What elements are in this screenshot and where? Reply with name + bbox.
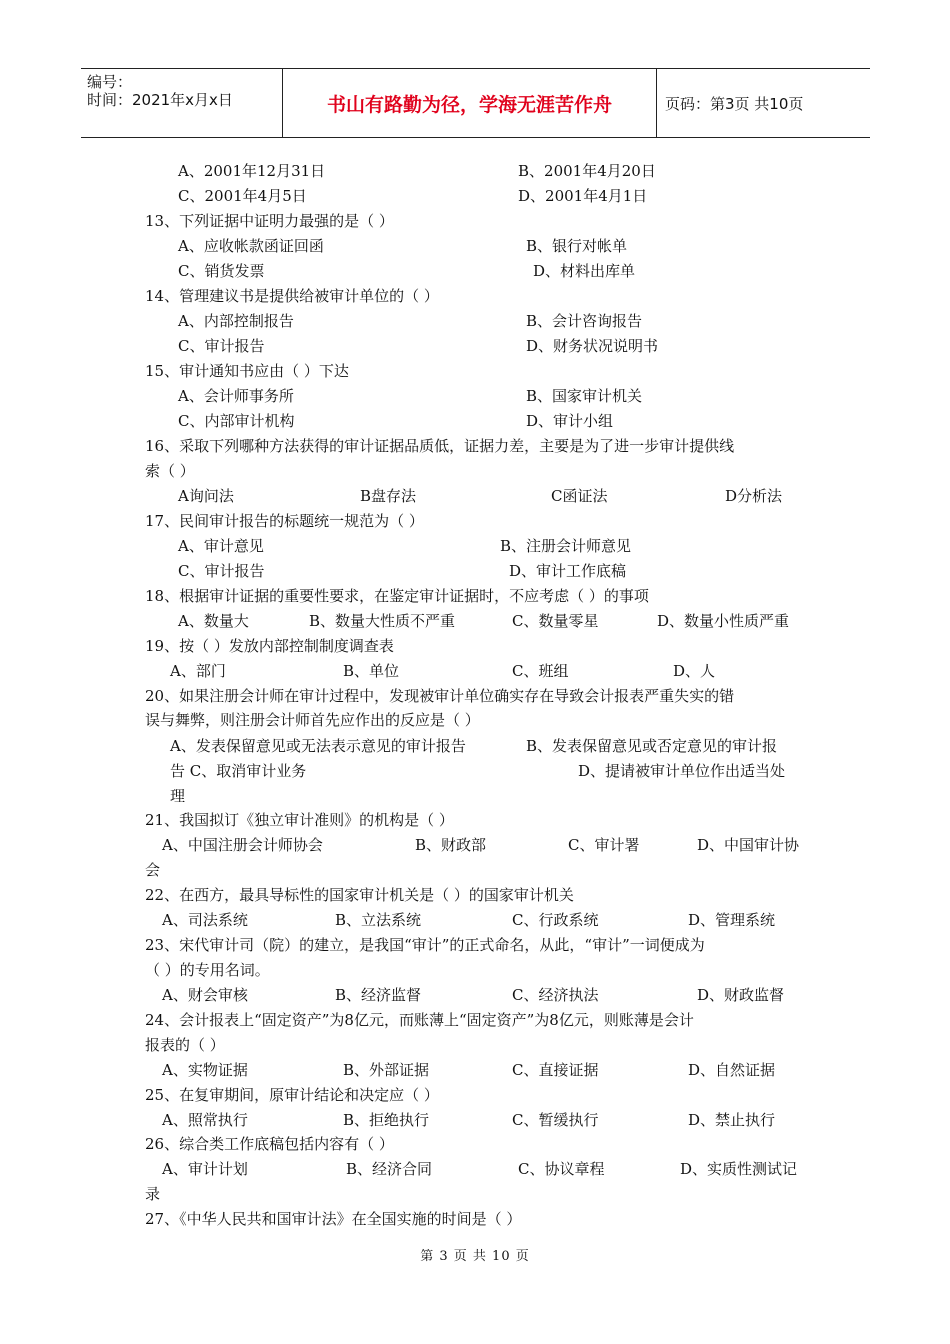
question-line: 24、会计报表上“固定资产”为8亿元，而账薄上“固定资产”为8亿元，则账薄是会计 — [145, 1011, 694, 1029]
question-line: 22、在西方，最具导标性的国家审计机关是（ ）的国家审计机关 — [145, 886, 574, 904]
question-line: （ ）的专用名词。 — [145, 961, 270, 979]
option-line: B、国家审计机关 — [526, 387, 643, 405]
option-line: 会 — [145, 861, 161, 879]
option-line: C、暂缓执行 — [512, 1111, 599, 1129]
header-time: 时间：2021年x月x日 — [87, 91, 233, 109]
page-footer: 第 3 页 共 10 页 — [420, 1249, 530, 1264]
option-line: 告 C、取消审计业务 — [170, 762, 307, 780]
option-line: D分析法 — [725, 487, 783, 505]
option-line: 理 — [170, 787, 186, 805]
question-line: 23、宋代审计司（院）的建立，是我国“审计”的正式命名，从此，“审计”一词便成为 — [145, 936, 705, 954]
question-line: 25、在复审期间，原审计结论和决定应（ ） — [145, 1086, 439, 1104]
option-line: D、数量小性质严重 — [657, 612, 790, 630]
option-line: B、外部证据 — [343, 1061, 430, 1079]
option-line: B、银行对帐单 — [526, 237, 628, 255]
option-line: A、照常执行 — [162, 1111, 248, 1129]
option-line: D、审计小组 — [526, 412, 614, 430]
option-line: 录 — [145, 1185, 161, 1203]
question-line: 20、如果注册会计师在审计过程中，发现被审计单位确实存在导致会计报表严重失实的错 — [145, 687, 735, 705]
option-line: C、数量零星 — [512, 612, 599, 630]
question-line: 19、按（ ）发放内部控制制度调查表 — [145, 637, 394, 655]
option-line: C、审计报告 — [178, 337, 265, 355]
question-line: 14、管理建议书是提供给被审计单位的（ ） — [145, 287, 439, 305]
option-line: C、审计报告 — [178, 562, 265, 580]
option-line: D、中国审计协 — [697, 836, 800, 854]
question-line: 26、综合类工作底稿包括内容有（ ） — [145, 1135, 394, 1153]
option-line: C、班组 — [512, 662, 569, 680]
option-line: D、人 — [673, 662, 716, 680]
option-line: D、财务状况说明书 — [526, 337, 659, 355]
option-line: C、直接证据 — [512, 1061, 599, 1079]
option-line: A询问法 — [178, 487, 234, 505]
question-line: 27、《中华人民共和国审计法》在全国实施的时间是（ ） — [145, 1210, 522, 1228]
option-line: A、会计师事务所 — [178, 387, 294, 405]
option-line: C函证法 — [551, 487, 608, 505]
question-line: 报表的（ ） — [145, 1036, 225, 1054]
option-line: B盘存法 — [360, 487, 417, 505]
question-line: 误与舞弊，则注册会计师首先应作出的反应是（ ） — [145, 711, 480, 729]
option-line: D、禁止执行 — [688, 1111, 776, 1129]
option-line: A、数量大 — [178, 612, 249, 630]
option-line: C、协议章程 — [518, 1160, 605, 1178]
option-line: B、数量大性质不严重 — [309, 612, 456, 630]
option-line: A、司法系统 — [162, 911, 248, 929]
option-line: B、会计咨询报告 — [526, 312, 643, 330]
header-number: 编号： — [87, 73, 133, 91]
option-line: D、审计工作底稿 — [509, 562, 627, 580]
header-page-info: 页码：第3页 共10页 — [665, 94, 804, 113]
option-line: B、经济合同 — [346, 1160, 433, 1178]
option-line: A、应收帐款函证回函 — [178, 237, 324, 255]
option-line: D、2001年4月1日 — [518, 187, 648, 205]
option-line: A、2001年12月31日 — [178, 162, 326, 180]
option-line: A、中国注册会计师协会 — [162, 836, 323, 854]
option-line: C、行政系统 — [512, 911, 599, 929]
option-line: C、内部审计机构 — [178, 412, 295, 430]
option-line: D、材料出库单 — [533, 262, 636, 280]
option-line: C、经济执法 — [512, 986, 599, 1004]
option-line: A、财会审核 — [162, 986, 248, 1004]
option-line: B、2001年4月20日 — [518, 162, 656, 180]
question-line: 16、采取下列哪种方法获得的审计证据品质低，证据力差，主要是为了进一步审计提供线 — [145, 437, 735, 455]
option-line: A、审计意见 — [178, 537, 264, 555]
question-line: 13、下列证据中证明力最强的是（ ） — [145, 212, 394, 230]
option-line: B、发表保留意见或否定意见的审计报 — [526, 737, 778, 755]
option-line: B、注册会计师意见 — [500, 537, 632, 555]
option-line: A、审计计划 — [162, 1160, 248, 1178]
option-line: D、实质性测试记 — [680, 1160, 798, 1178]
question-line: 索（ ） — [145, 462, 195, 480]
option-line: A、内部控制报告 — [178, 312, 294, 330]
question-line: 21、我国拟订《独立审计准则》的机构是（ ） — [145, 811, 454, 829]
option-line: C、审计署 — [568, 836, 640, 854]
option-line: A、发表保留意见或无法表示意见的审计报告 — [170, 737, 466, 755]
option-line: B、单位 — [343, 662, 400, 680]
question-line: 17、民间审计报告的标题统一规范为（ ） — [145, 512, 424, 530]
question-line: 18、根据审计证据的重要性要求，在鉴定审计证据时，不应考虑（ ）的事项 — [145, 587, 649, 605]
option-line: D、管理系统 — [688, 911, 776, 929]
option-line: D、提请被审计单位作出适当处 — [578, 762, 786, 780]
option-line: B、经济监督 — [335, 986, 422, 1004]
option-line: A、实物证据 — [162, 1061, 248, 1079]
option-line: B、立法系统 — [335, 911, 422, 929]
option-line: C、销货发票 — [178, 262, 265, 280]
option-line: B、拒绝执行 — [343, 1111, 430, 1129]
option-line: C、2001年4月5日 — [178, 187, 307, 205]
question-line: 15、审计通知书应由（ ）下达 — [145, 362, 349, 380]
option-line: D、自然证据 — [688, 1061, 776, 1079]
option-line: B、财政部 — [415, 836, 487, 854]
option-line: A、部门 — [170, 662, 226, 680]
header-motto: 书山有路勤为径，学海无涯苦作舟 — [283, 69, 657, 137]
option-line: D、财政监督 — [697, 986, 785, 1004]
